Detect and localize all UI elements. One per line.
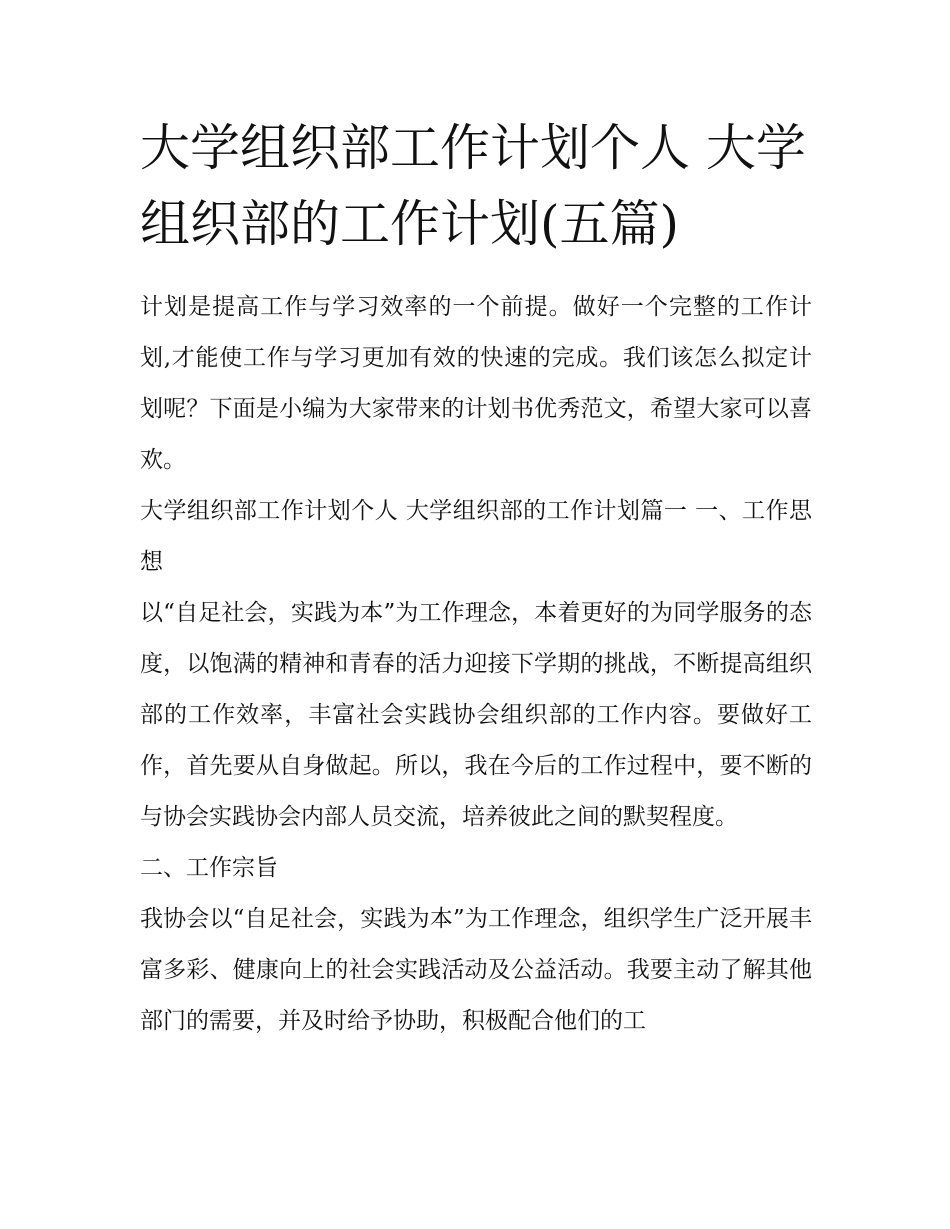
intro-paragraph: 计划是提高工作与学习效率的一个前提。做好一个完整的工作计划,才能使工作与学习更加有效的快速的完成。我们该怎么拟定计划呢？下面是小编为大家带来的计划书优秀范文，希望大家可以喜欢。 — [140, 294, 812, 473]
title-spacer — [140, 262, 812, 282]
section-heading-one: 大学组织部工作计划个人 大学组织部的工作计划篇一 一、工作思想 — [140, 498, 812, 575]
document-page — [140, 110, 812, 1047]
document-title: 大学组织部工作计划个人 大学组织部的工作计划(五篇) — [140, 119, 806, 253]
section-heading-two: 二、工作宗旨 — [140, 855, 278, 881]
work-philosophy-paragraph: 以“自足社会，实践为本”为工作理念，本着更好的为同学服务的态度，以饱满的精神和青春的活力迎接下学期的挑战，不断提高组织部的工作效率，丰富社会实践协会组织部的工作内容。要做好工作，首先要从自身做起。所以，我在今后的工作过程中，要不断的与协会实践协会内部人员交流，培养彼此之间的默契程度。 — [140, 600, 812, 830]
work-purpose-paragraph: 我协会以“自足社会，实践为本”为工作理念，组织学生广泛开展丰富多彩、健康向上的社会实践活动及公益活动。我要主动了解其他部门的需要，并及时给予协助，积极配合他们的工 — [140, 906, 812, 1034]
